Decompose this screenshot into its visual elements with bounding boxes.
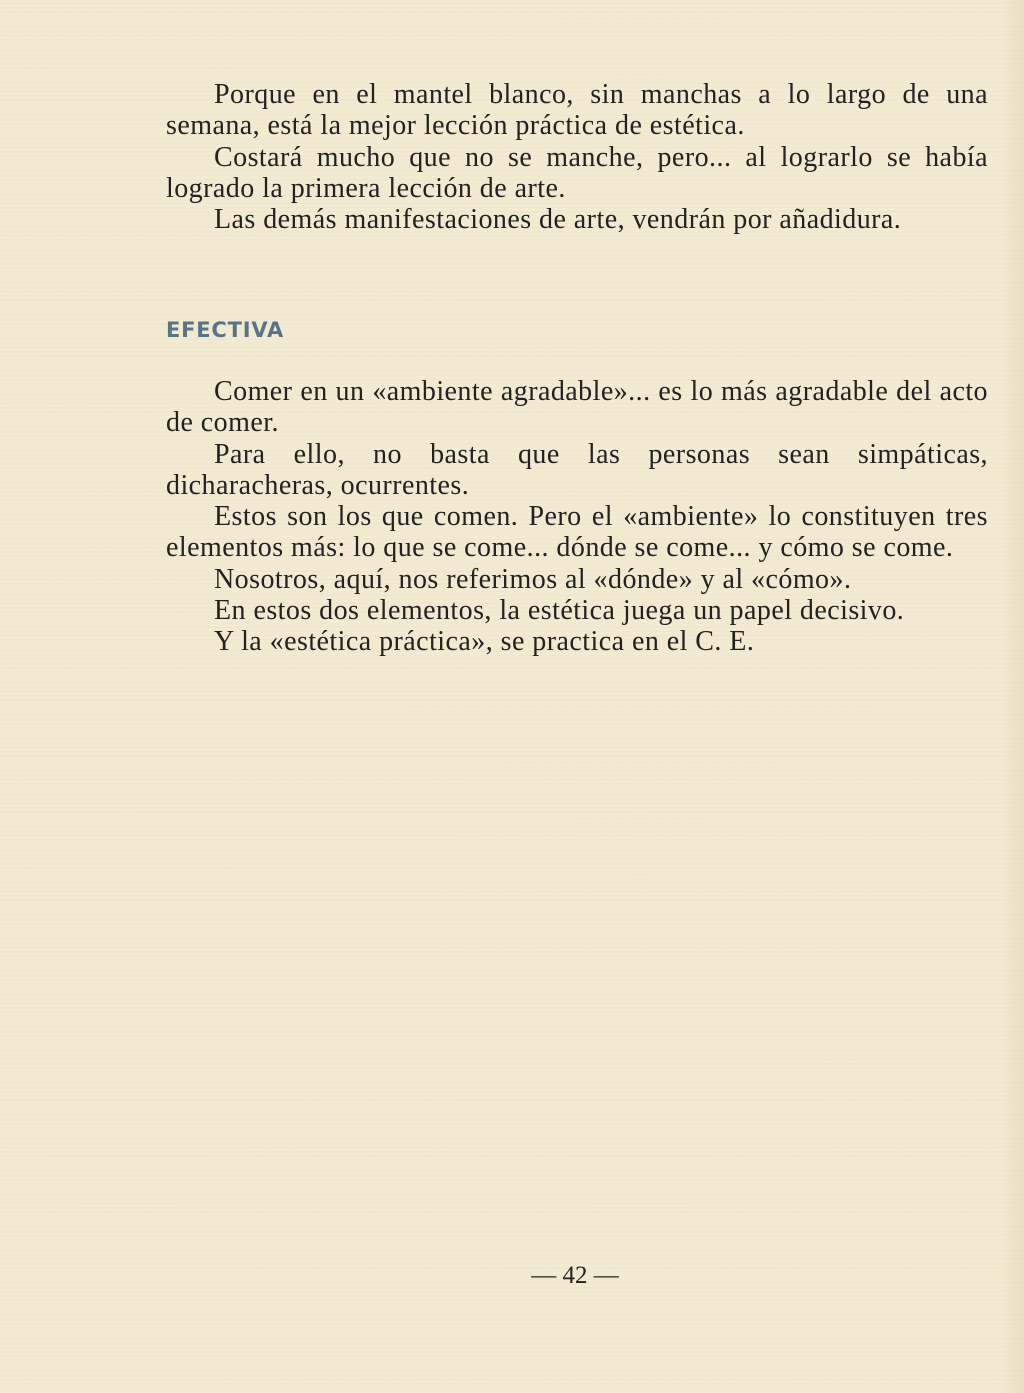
paragraph: Estos son los que comen. Pero el «ambiente» lo constituyen tres elementos más: lo que se come... dónde se come... y cómo se come. [166,501,988,564]
paragraph: Para ello, no basta que las personas sean simpáticas, dicharacheras, ocurrentes. [166,438,988,501]
section-text-block [166,376,988,658]
page-number: — 42 — [531,1262,619,1289]
paragraph: Nosotros, aquí, nos referimos al «dónde» y al «cómo». [214,563,852,595]
paragraph: Porque en el mantel blanco, sin manchas a lo largo de una semana, está la mejor lección práctica de estética. [166,79,988,142]
paragraph: Costará mucho que no se manche, pero... al lograrlo se había logrado la primera lección de arte. [166,141,988,204]
paragraph: Y la «estética práctica», se practica en el C. E. [214,626,755,658]
paragraph: Comer en un «ambiente agradable»... es lo más agradable del acto de comer. [166,376,988,439]
page-edge-shade [1000,0,1024,1393]
intro-text-block [166,79,988,235]
paragraph: En estos dos elementos, la estética juega un papel decisivo. [214,595,905,627]
section-heading: EFECTIVA [166,318,285,342]
paragraph: Las demás manifestaciones de arte, vendrán por añadidura. [214,204,902,236]
